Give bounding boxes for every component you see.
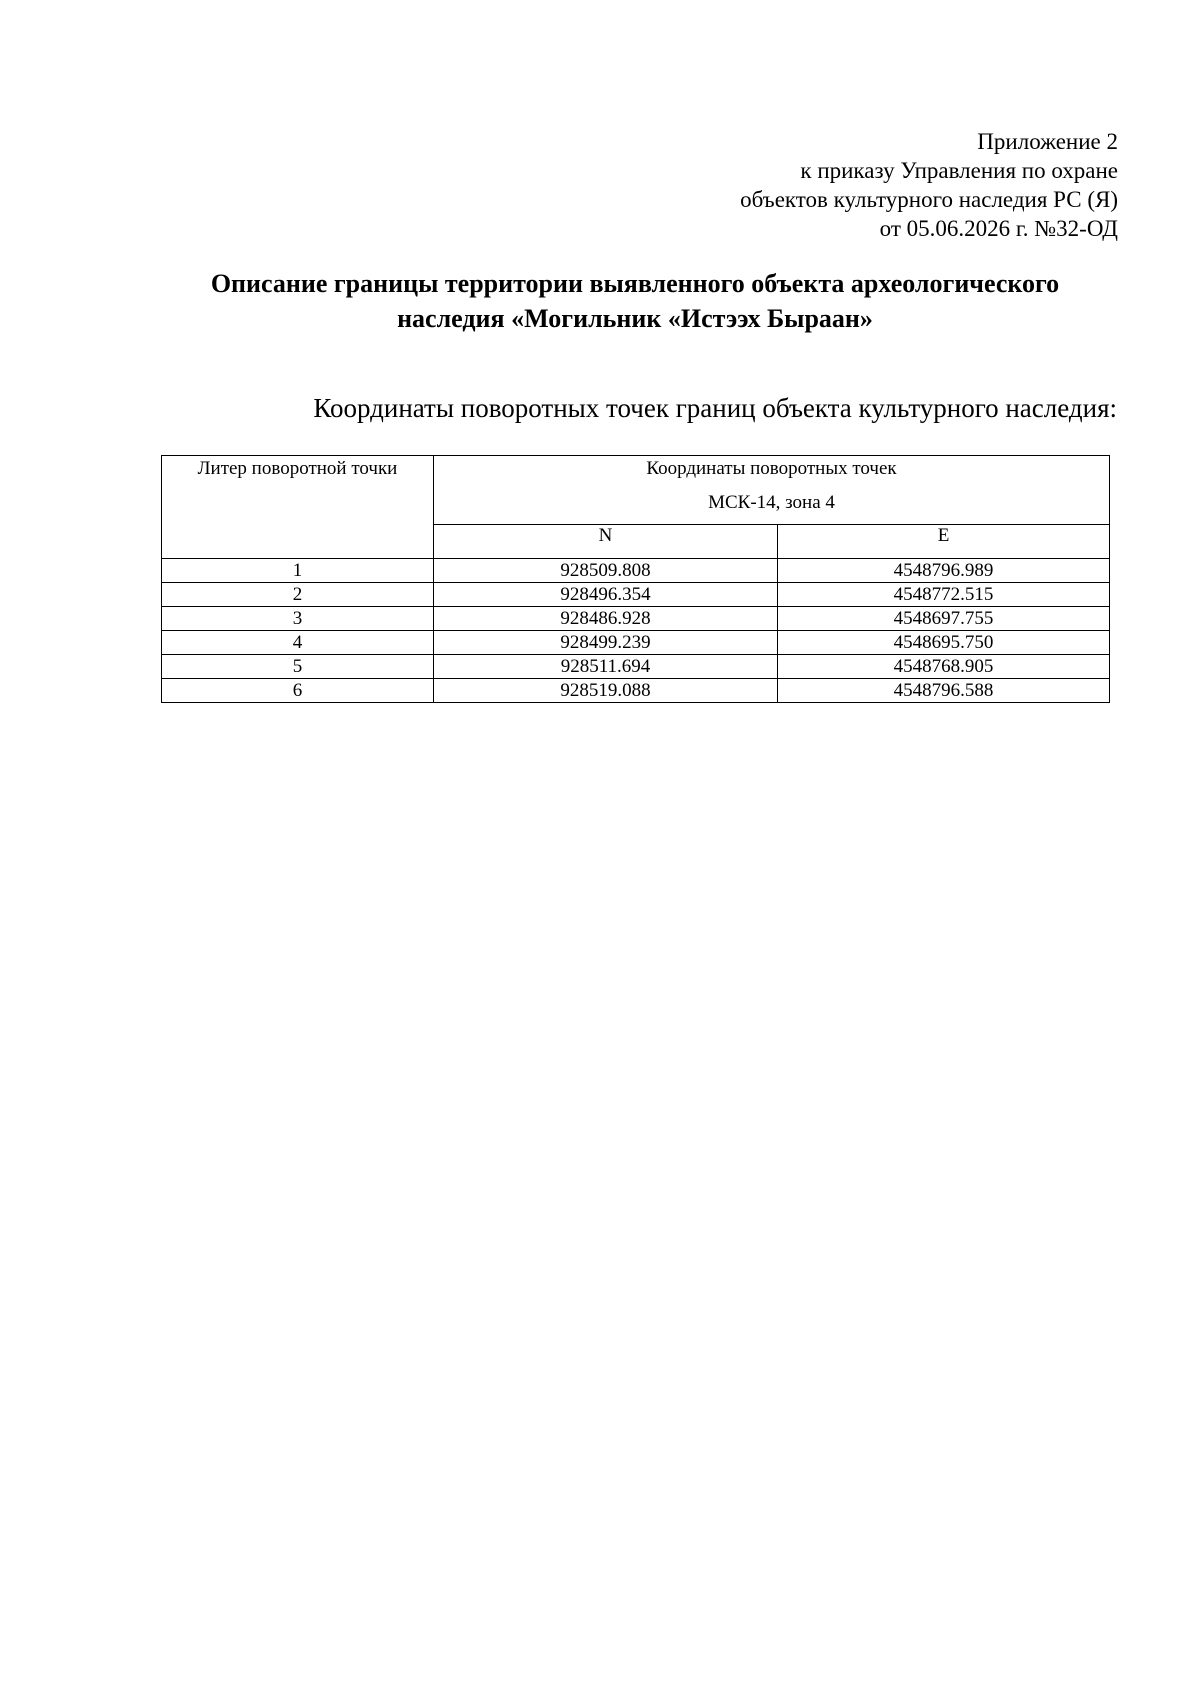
table-row [162, 655, 1110, 679]
n-column-header: N [434, 525, 778, 559]
n-cell: 928499.239 [434, 631, 778, 655]
point-cell: 3 [162, 607, 434, 631]
document-title [140, 266, 1130, 336]
title-line: Описание границы территории выявленного объекта археологического [210, 269, 1060, 298]
table-header-row [162, 456, 1110, 525]
n-cell: 928511.694 [434, 655, 778, 679]
point-letter-header: Литер поворотной точки [162, 456, 434, 559]
title-line: наследия «Могильник «Истээх Быраан» [397, 304, 873, 333]
table-caption: Координаты поворотных точек границ объекта культурного наследия: [313, 393, 1117, 423]
e-cell: 4548772.515 [778, 583, 1110, 607]
coordinates-header-label: Координаты поворотных точек [646, 458, 897, 479]
point-cell: 4 [162, 631, 434, 655]
table-row [162, 559, 1110, 583]
appendix-line: от 05.06.2026 г. №32-ОД [879, 216, 1118, 241]
n-cell: 928509.808 [434, 559, 778, 583]
point-cell: 5 [162, 655, 434, 679]
n-cell: 928486.928 [434, 607, 778, 631]
point-cell: 1 [162, 559, 434, 583]
table-row [162, 583, 1110, 607]
e-cell: 4548796.989 [778, 559, 1110, 583]
appendix-line: к приказу Управления по охране [800, 158, 1118, 183]
point-cell: 6 [162, 679, 434, 703]
e-cell: 4548768.905 [778, 655, 1110, 679]
coordinates-table [161, 455, 1110, 703]
appendix-line: объектов культурного наследия РС (Я) [740, 187, 1118, 212]
table-row [162, 631, 1110, 655]
e-cell: 4548695.750 [778, 631, 1110, 655]
table-row [162, 679, 1110, 703]
table-row [162, 607, 1110, 631]
appendix-block [740, 127, 1118, 243]
e-cell: 4548697.755 [778, 607, 1110, 631]
coordinates-group-header [434, 456, 1110, 525]
point-cell: 2 [162, 583, 434, 607]
appendix-line: Приложение 2 [977, 129, 1118, 154]
n-cell: 928519.088 [434, 679, 778, 703]
n-cell: 928496.354 [434, 583, 778, 607]
e-column-header: E [778, 525, 1110, 559]
coordinate-system-label: МСК-14, зона 4 [708, 492, 835, 513]
e-cell: 4548796.588 [778, 679, 1110, 703]
